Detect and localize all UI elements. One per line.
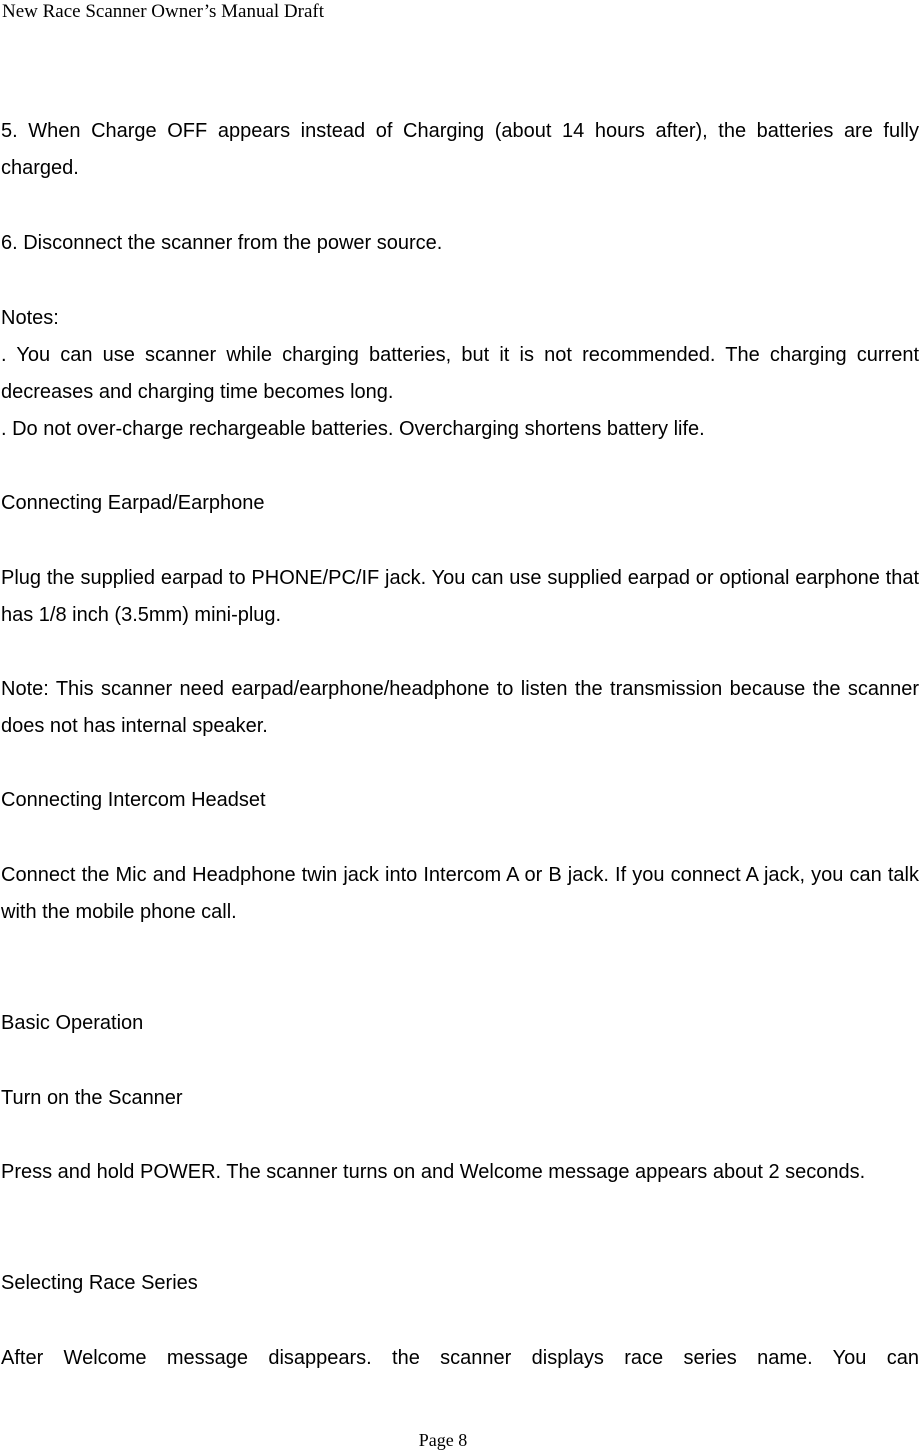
race-series-paragraph: After Welcome message disappears. the scanner displays race series name. You can (1, 1347, 919, 1369)
page-number: Page 8 (418, 1430, 468, 1450)
intercom-section-heading: Connecting Intercom Headset (1, 789, 266, 811)
note-2-paragraph: . Do not over-charge rechargeable batteries. Overcharging shortens battery life. (1, 418, 705, 440)
earpad-paragraph: Plug the supplied earpad to PHONE/PC/IF jack. You can use supplied earpad or optional earphone that has 1/8 inch (3.5mm) mini-plug. (1, 567, 919, 626)
basic-operation-heading: Basic Operation (1, 1012, 144, 1034)
race-series-heading: Selecting Race Series (1, 1272, 198, 1294)
earpad-section-heading: Connecting Earpad/Earphone (1, 492, 265, 514)
notes-heading: Notes: (1, 307, 59, 329)
earpad-note-paragraph: Note: This scanner need earpad/earphone/headphone to listen the transmission because the scanner does not has internal speaker. (1, 678, 919, 737)
step-6-paragraph: 6. Disconnect the scanner from the power source. (1, 232, 443, 254)
step-5-paragraph: 5. When Charge OFF appears instead of Charging (about 14 hours after), the batteries are fully charged. (1, 120, 919, 179)
note-1-paragraph: . You can use scanner while charging batteries, but it is not recommended. The charging current decreases and charging time becomes long. (1, 344, 919, 403)
intercom-paragraph: Connect the Mic and Headphone twin jack into Intercom A or B jack. If you connect A jack, you can talk with the mobile phone call. (1, 864, 919, 923)
turn-on-paragraph: Press and hold POWER. The scanner turns on and Welcome message appears about 2 seconds. (1, 1161, 866, 1183)
page-header-title: New Race Scanner Owner’s Manual Draft (2, 1, 324, 22)
turn-on-heading: Turn on the Scanner (1, 1087, 183, 1109)
